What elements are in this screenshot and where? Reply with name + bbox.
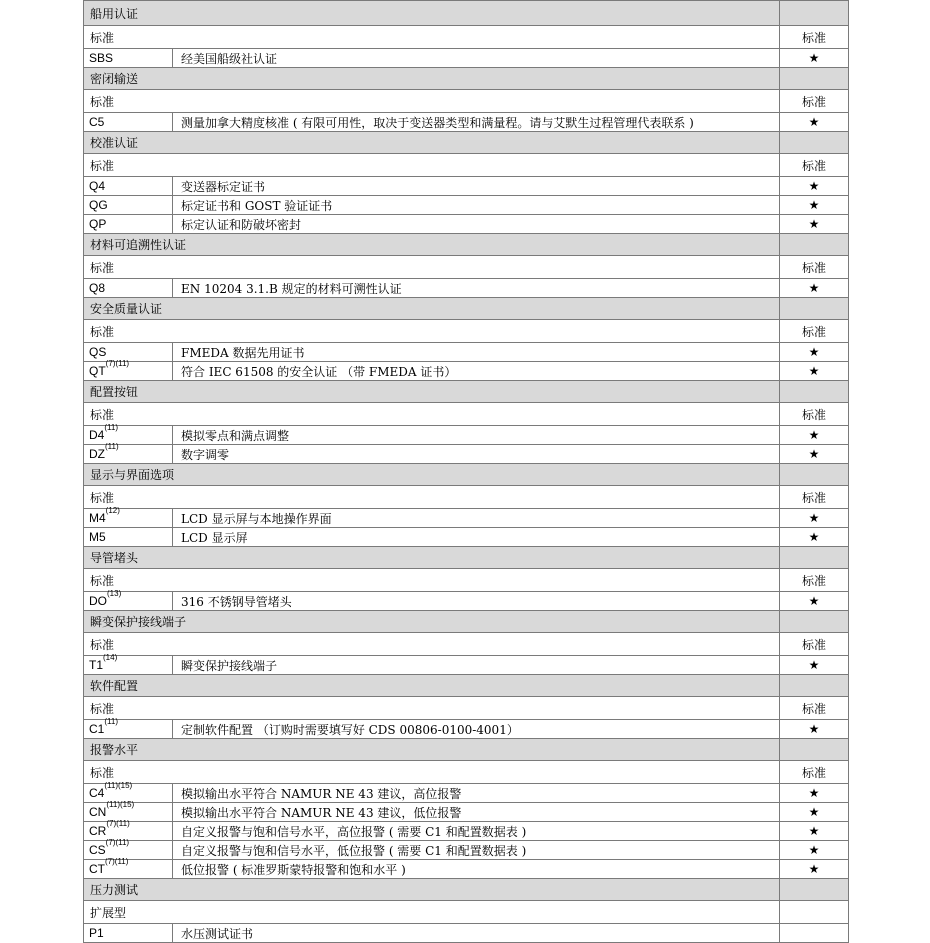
option-code-text: QG [89,198,108,212]
option-code: DO (13) [84,592,173,610]
option-description: 数字调零 [173,445,780,463]
standard-right-cell [780,90,848,112]
star-icon: ★ [808,345,820,359]
option-description: 瞬变保护接线端子 [173,656,780,674]
standard-right-cell [780,633,848,655]
availability-cell [780,924,848,942]
option-row [83,215,849,234]
standard-right-cell [780,761,848,783]
standard-row [83,761,849,784]
option-row [83,113,849,132]
option-row [83,423,849,445]
availability-cell [780,362,848,380]
option-description: 低位报警 ( 标准罗斯蒙特报警和饱和水平 ) [173,860,780,878]
standard-row [83,403,849,426]
standard-right-cell [780,320,848,342]
standard-left-cell [84,90,780,112]
standard-left-cell [84,256,780,278]
standard-right-cell [780,569,848,591]
option-row [83,343,849,362]
option-description: 自定义报警与饱和信号水平，低位报警 ( 需要 C1 和配置数据表 ) [173,841,780,859]
star-icon: ★ [808,447,820,461]
section-header-cell [84,298,780,319]
star-icon: ★ [808,805,820,819]
option-code-text: QT [89,364,106,378]
option-code [84,177,173,195]
section-header-right-cell [780,298,848,319]
standard-label: 标准 [90,260,115,275]
availability-cell [780,509,848,527]
section-header-cell [84,739,780,760]
section-header-cell [84,234,780,255]
option-row [83,442,849,464]
standard-label: 标准 [90,407,115,422]
standard-label: 标准 [90,158,115,173]
option-row [83,177,849,196]
standard-left-cell [84,486,780,508]
standard-left-cell [84,154,780,176]
section-header-right-cell [780,234,848,255]
option-code: C1 (11) [84,720,173,738]
option-row [83,800,849,822]
standard-left-cell [84,26,780,48]
availability-cell [780,720,848,738]
standard-right-cell [780,901,848,923]
option-code-text: CS [89,843,106,857]
availability-cell [780,177,848,195]
option-code [84,279,173,297]
standard-right-label: 标准 [801,490,826,505]
section-header-cell [84,68,780,89]
section-header [83,0,849,26]
option-code: CN (11)(15) [84,803,173,821]
standard-right-label: 标准 [801,94,826,109]
section-title: 安全质量认证 [90,302,163,316]
section-header [83,611,849,633]
standard-right-label: 标准 [801,260,826,275]
section-header-right-cell [780,739,848,760]
standard-label: 标准 [90,701,115,716]
star-icon: ★ [808,179,820,193]
option-row [83,279,849,298]
standard-row [83,320,849,343]
standard-row [83,569,849,592]
option-description: 标定认证和防破坏密封 [173,215,780,233]
option-description: 经美国船级社认证 [173,49,780,67]
star-icon: ★ [808,428,820,442]
option-code-text: SBS [89,51,114,65]
standard-label: 标准 [90,573,115,588]
availability-cell [780,822,848,840]
option-description: 定制软件配置 （订购时需要填写好 CDS 00806-0100-4001） [173,720,780,738]
option-row [83,717,849,739]
standard-label: 标准 [90,30,115,45]
standard-left-cell [84,901,780,923]
standard-row [83,901,849,924]
option-code-text: QS [89,345,107,359]
section-header-cell [84,611,780,632]
option-code-text: DO [89,594,107,608]
section-header [83,234,849,256]
star-icon: ★ [808,281,820,295]
option-code [84,924,173,942]
section-header-right-cell [780,132,848,153]
standard-right-cell [780,697,848,719]
option-code: DZ (11) [84,445,173,463]
option-code-text: CR [89,824,107,838]
standard-left-cell [84,403,780,425]
standard-right-label: 标准 [801,407,826,422]
availability-cell [780,445,848,463]
standard-label: 标准 [90,490,115,505]
option-code-text: CN [89,805,107,819]
section-title: 材料可追溯性认证 [90,238,187,252]
option-code-text: D4 [89,428,105,442]
option-description: LCD 显示屏与本地操作界面 [173,509,780,527]
option-code: D4 (11) [84,426,173,444]
option-description: 模拟零点和满点调整 [173,426,780,444]
standard-right-label: 标准 [801,30,826,45]
star-icon: ★ [808,824,820,838]
section-title: 瞬变保护接线端子 [90,615,187,629]
star-icon: ★ [808,364,820,378]
standard-row [83,154,849,177]
option-code-text: P1 [89,926,104,940]
option-row [83,653,849,675]
option-row [83,924,849,943]
section-header-right-cell [780,611,848,632]
section-header [83,879,849,901]
standard-label: 标准 [90,94,115,109]
standard-right-label: 标准 [801,573,826,588]
option-row [83,359,849,381]
standard-right-cell [780,486,848,508]
option-code-text: T1 [89,658,104,672]
section-header-right-cell [780,547,848,568]
option-row [83,506,849,528]
standard-row [83,256,849,279]
option-description: 自定义报警与饱和信号水平，高位报警 ( 需要 C1 和配置数据表 ) [173,822,780,840]
section-header-cell [84,675,780,696]
option-code: QT (7)(11) [84,362,173,380]
star-icon: ★ [808,217,820,231]
standard-label: 标准 [90,765,115,780]
star-icon: ★ [808,51,820,65]
standard-left-cell [84,761,780,783]
section-title: 校准认证 [90,136,139,150]
star-icon: ★ [808,511,820,525]
option-description: LCD 显示屏 [173,528,780,546]
section-header [83,464,849,486]
option-description: 标定证书和 GOST 验证证书 [173,196,780,214]
section-title: 软件配置 [90,679,139,693]
availability-cell [780,841,848,859]
option-description: 模拟输出水平符合 NAMUR NE 43 建议，低位报警 [173,803,780,821]
option-row [83,49,849,68]
option-code [84,113,173,131]
section-header [83,132,849,154]
section-header-right-cell [780,68,848,89]
option-description: 316 不锈钢导管堵头 [173,592,780,610]
star-icon: ★ [808,862,820,876]
option-row [83,528,849,547]
option-description: 水压测试证书 [173,924,780,942]
option-description: 符合 IEC 61508 的安全认证 （带 FMEDA 证书） [173,362,780,380]
section-title: 船用认证 [90,6,139,21]
section-header-right-cell [780,675,848,696]
section-title: 导管堵头 [90,551,139,565]
standard-right-cell [780,256,848,278]
standard-left-cell [84,320,780,342]
star-icon: ★ [808,530,820,544]
section-header-cell [84,132,780,153]
section-title: 报警水平 [90,743,139,757]
availability-cell [780,113,848,131]
standard-row [83,90,849,113]
option-code-text: C4 [89,786,105,800]
section-header [83,298,849,320]
section-header-cell [84,464,780,485]
star-icon: ★ [808,115,820,129]
option-code-text: CT [89,862,105,876]
standard-left-cell [84,697,780,719]
option-code: CR (7)(11) [84,822,173,840]
standard-label: 标准 [90,324,115,339]
option-row [83,857,849,879]
section-header-right-cell [780,879,848,900]
availability-cell [780,784,848,802]
option-code: T1 (14) [84,656,173,674]
availability-cell [780,279,848,297]
availability-cell [780,803,848,821]
section-header [83,381,849,403]
option-description: 模拟输出水平符合 NAMUR NE 43 建议，高位报警 [173,784,780,802]
standard-right-cell [780,403,848,425]
option-description: 测量加拿大精度核准 ( 有限可用性，取决于变送器类型和满量程。请与艾默生过程管理代表联系 ) [173,113,780,131]
option-row [83,781,849,803]
standard-right-label: 标准 [801,324,826,339]
star-icon: ★ [808,198,820,212]
option-code-text: Q4 [89,179,106,193]
option-code-text: C1 [89,722,105,736]
option-code-text: Q8 [89,281,106,295]
standard-row [83,697,849,720]
standard-right-label: 标准 [801,158,826,173]
availability-cell [780,656,848,674]
availability-cell [780,196,848,214]
section-header-right-cell [780,464,848,485]
option-description: 变送器标定证书 [173,177,780,195]
standard-right-cell [780,26,848,48]
section-header [83,675,849,697]
option-description: EN 10204 3.1.B 规定的材料可溯性认证 [173,279,780,297]
option-row [83,838,849,860]
section-header [83,739,849,761]
availability-cell [780,528,848,546]
star-icon: ★ [808,658,820,672]
availability-cell [780,860,848,878]
option-code [84,528,173,546]
availability-cell [780,215,848,233]
star-icon: ★ [808,594,820,608]
option-code: CS (7)(11) [84,841,173,859]
section-header-cell [84,1,780,25]
section-header-cell [84,547,780,568]
option-code: M4 (12) [84,509,173,527]
standard-label: 标准 [90,637,115,652]
section-header-right-cell [780,381,848,402]
standard-right-label: 标准 [801,701,826,716]
standard-left-cell [84,633,780,655]
option-row [83,819,849,841]
standard-right-cell [780,154,848,176]
section-header [83,68,849,90]
standard-row [83,633,849,656]
option-row [83,196,849,215]
section-title: 密闭输送 [90,72,139,86]
option-code-text: DZ [89,447,105,461]
option-code-text: C5 [89,115,105,129]
section-title: 显示与界面选项 [90,468,175,482]
section-header-cell [84,879,780,900]
standard-row [83,486,849,509]
section-title: 压力测试 [90,883,139,897]
section-title: 配置按钮 [90,385,139,399]
availability-cell [780,343,848,361]
star-icon: ★ [808,843,820,857]
option-description: FMEDA 数据先用证书 [173,343,780,361]
standard-row [83,26,849,49]
star-icon: ★ [808,722,820,736]
availability-cell [780,592,848,610]
availability-cell [780,426,848,444]
star-icon: ★ [808,786,820,800]
section-header-cell [84,381,780,402]
standard-left-cell [84,569,780,591]
option-code: C4 (11)(15) [84,784,173,802]
options-table [83,0,849,943]
option-code: CT (7)(11) [84,860,173,878]
standard-right-label: 标准 [801,765,826,780]
option-code-text: M5 [89,530,106,544]
section-header [83,547,849,569]
option-code-text: QP [89,217,107,231]
option-row [83,589,849,611]
option-code [84,196,173,214]
standard-right-label: 标准 [801,637,826,652]
option-code [84,49,173,67]
option-code [84,215,173,233]
section-header-right-cell [780,1,848,25]
option-code-text: M4 [89,511,106,525]
availability-cell [780,49,848,67]
standard-label: 扩展型 [90,905,127,920]
